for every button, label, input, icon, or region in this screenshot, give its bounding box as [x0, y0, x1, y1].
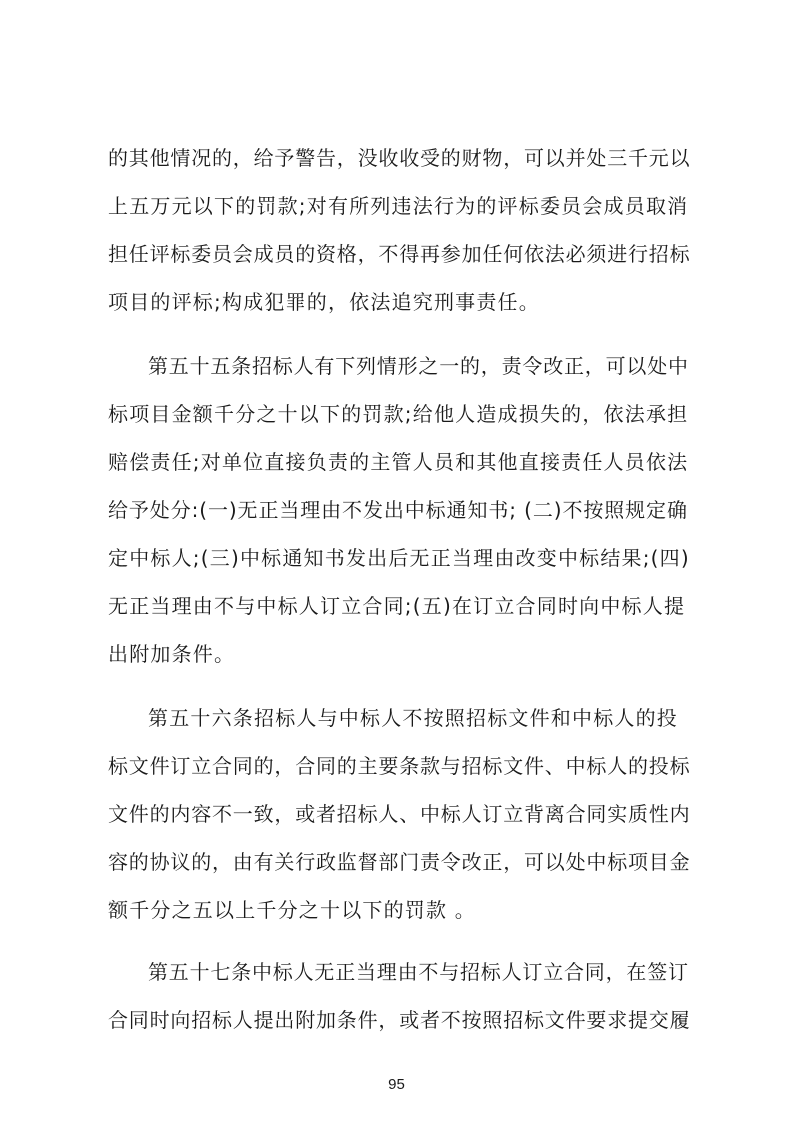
text-line: 容的协议的，由有关行政监督部门责令改正，可以处中标项目金 — [108, 850, 691, 874]
text-line: 项目的评标;构成犯罪的，依法追究刑事责任。 — [108, 290, 540, 314]
text-line: 上五万元以下的罚款;对有所列违法行为的评标委员会成员取消 — [108, 194, 689, 218]
text-line: 无正当理由不与中标人订立合同;(五)在订立合同时向中标人提 — [108, 594, 686, 618]
page-number: 95 — [388, 1076, 405, 1093]
text-line-indented: 第五十六条招标人与中标人不按照招标文件和中标人的投 — [148, 706, 678, 730]
text-line: 标文件订立合同的，合同的主要条款与招标文件、中标人的投标 — [108, 754, 691, 778]
text-line: 合同时向招标人提出附加条件，或者不按照招标文件要求提交履 — [108, 1008, 691, 1032]
text-line: 给予处分:(一)无正当理由不发出中标通知书; (二)不按照规定确 — [108, 498, 688, 522]
text-line-indented: 第五十七条中标人无正当理由不与招标人订立合同，在签订 — [148, 960, 689, 984]
text-line: 赔偿责任;对单位直接负责的主管人员和其他直接责任人员依法 — [108, 450, 689, 474]
text-line: 出附加条件。 — [108, 642, 236, 666]
text-line: 的其他情况的，给予警告，没收收受的财物，可以并处三千元以 — [108, 146, 691, 170]
text-line: 定中标人;(三)中标通知书发出后无正当理由改变中标结果;(四) — [108, 546, 690, 570]
text-line: 标项目金额千分之十以下的罚款;给他人造成损失的，依法承担 — [108, 402, 689, 426]
text-line: 文件的内容不一致，或者招标人、中标人订立背离合同实质性内 — [108, 802, 691, 826]
text-line: 担任评标委员会成员的资格，不得再参加任何依法必须进行招标 — [108, 242, 691, 266]
text-line: 额千分之五以上千分之十以下的罚款 。 — [108, 898, 476, 922]
text-line-indented: 第五十五条招标人有下列情形之一的，责令改正，可以处中 — [148, 354, 689, 378]
